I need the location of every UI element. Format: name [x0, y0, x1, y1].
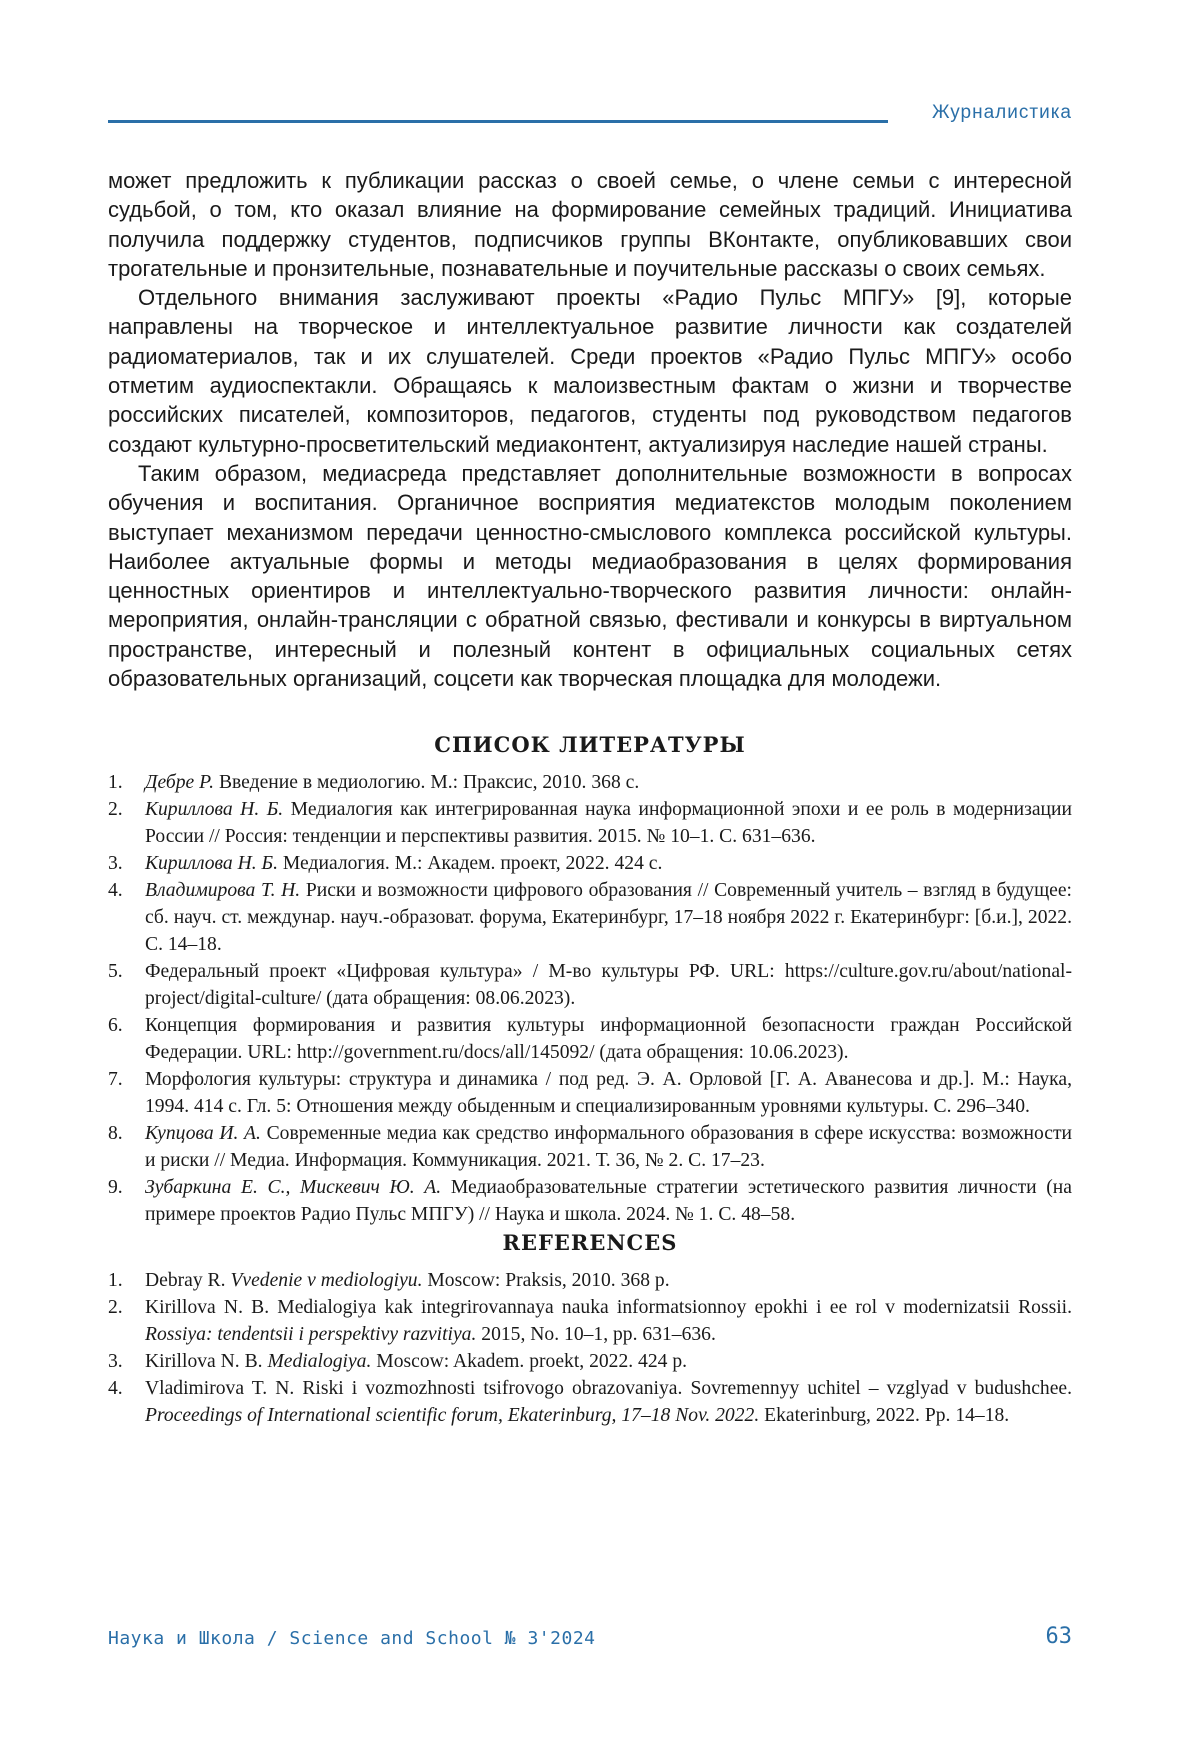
- item-number: 8.: [108, 1123, 123, 1144]
- literature-list: [108, 769, 1072, 1228]
- literature-heading: СПИСОК ЛИТЕРАТУРЫ: [434, 732, 746, 757]
- item-text: Медиаобразовательные стратегии эстетического развития личности (на примере проектов Радио Пульс МПГУ) // Наука и школа. 2024. № 1. С. 48–58.: [145, 1177, 1072, 1225]
- references-heading: REFERENCES: [502, 1230, 678, 1255]
- literature-item: [108, 958, 1072, 1012]
- item-text: Ekaterinburg, 2022. Pp. 14–18.: [759, 1405, 1010, 1426]
- item-number: 6.: [108, 1015, 123, 1036]
- literature-item: [108, 1120, 1072, 1174]
- item-italic: Vvedenie v mediologiyu.: [230, 1270, 423, 1291]
- item-number: 5.: [108, 961, 123, 982]
- page-number: 63: [1045, 1624, 1072, 1649]
- item-text: Медиалогия как интегрированная наука информационной эпохи и ее роль в модернизации России // Россия: тенденции и перспективы развития. 2015. № 10–1. С. 631–636.: [145, 799, 1072, 847]
- item-text: Риски и возможности цифрового образования // Современный учитель – взгляд в будущее: сб. науч. ст. междунар. науч.-образоват. форума, Екатеринбург, 17–18 ноября 2022 г. Екатеринбург: [б.и.], 2022. С. 14–18.: [145, 880, 1072, 955]
- literature-item: [108, 850, 1072, 877]
- item-text: Moscow: Praksis, 2010. 368 p.: [422, 1270, 670, 1291]
- reference-item: [108, 1348, 1072, 1375]
- item-text: Kirillova N. B. Medialogiya kak integrirovannaya nauka informatsionnoy epokhi i ee rol v modernizatsii Rossii.: [145, 1297, 1072, 1318]
- item-italic: Rossiya: tendentsii i perspektivy razvitiya.: [145, 1324, 477, 1345]
- paragraph: может предложить к публикации рассказ о своей семье, о члене семьи с интересной судьбой, о том, кто оказал влияние на формирование семейных традиций. Инициатива получила поддержку студентов, подписчиков группы ВКонтакте, опубликовавших свои трогательные и пронзительные, познавательные и поучительные рассказы о своих семьях.: [108, 168, 1072, 281]
- reference-item: [108, 1375, 1072, 1429]
- item-number: 1.: [108, 1270, 123, 1291]
- header-rule: [108, 120, 888, 123]
- item-number: 3.: [108, 853, 123, 874]
- item-text: Moscow: Akadem. proekt, 2022. 424 p.: [371, 1351, 688, 1372]
- literature-section: [108, 732, 1072, 1228]
- item-number: 9.: [108, 1177, 123, 1198]
- item-author: Дебре Р.: [145, 772, 215, 793]
- literature-item: [108, 1012, 1072, 1066]
- item-number: 2.: [108, 1297, 123, 1318]
- item-author: Кириллова Н. Б.: [145, 853, 278, 874]
- paragraph: Отдельного внимания заслуживают проекты «Радио Пульс МПГУ» [9], которые направлены на творческое и интеллектуальное развитие личности как создателей радиоматериалов, так и их слушателей. Среди проектов «Радио Пульс МПГУ» особо отметим аудиоспектакли. Обращаясь к малоизвестным фактам о жизни и творчестве российских писателей, композиторов, педагогов, студенты под руководством педагогов создают культурно-просветительский медиаконтент, актуализируя наследие нашей страны.: [108, 285, 1072, 457]
- item-text: Kirillova N. B.: [145, 1351, 268, 1372]
- paragraph: Таким образом, медиасреда представляет дополнительные возможности в вопросах обучения и воспитания. Органичное восприятия медиатекстов молодым поколением выступает механизмом передачи ценностно-смыслового комплекса российской культуры. Наиболее актуальные формы и методы медиаобразования в целях формирования ценностных ориентиров и интеллектуально-творческого развития личности: онлайн-мероприятия, онлайн-трансляции с обратной связью, фестивали и конкурсы в виртуальном пространстве, интересный и полезный контент в официальных социальных сетях образовательных организаций, соцсети как творческая площадка для молодежи.: [108, 460, 1072, 692]
- reference-item: [108, 1267, 1072, 1294]
- item-text: Федеральный проект «Цифровая культура» / М-во культуры РФ. URL: https://culture.gov.ru/about/national-project/digital-culture/ (дата обращения: 08.06.2023).: [145, 961, 1072, 1009]
- literature-item: [108, 1174, 1072, 1228]
- item-number: 4.: [108, 880, 123, 901]
- item-text: 2015, No. 10–1, pp. 631–636.: [476, 1324, 716, 1345]
- item-number: 1.: [108, 772, 123, 793]
- item-author: Зубаркина Е. С., Мискевич Ю. А.: [145, 1177, 442, 1198]
- item-author: Кириллова Н. Б.: [145, 799, 284, 820]
- literature-item: [108, 877, 1072, 958]
- item-text: Медиалогия. М.: Академ. проект, 2022. 424 с.: [278, 853, 663, 874]
- item-text: Vladimirova T. N. Riski i vozmozhnosti tsifrovogo obrazovaniya. Sovremennyy uchitel – vzglyad v budushchee.: [145, 1378, 1072, 1399]
- literature-item: [108, 769, 1072, 796]
- journal-name: Наука и Школа / Science and School № 3'2024: [108, 1628, 596, 1649]
- item-text: Морфология культуры: структура и динамика / под ред. Э. А. Орловой [Г. А. Аванесова и др.]. М.: Наука, 1994. 414 с. Гл. 5: Отношения между обыденным и специализированным уровнями культуры. С. 296–340.: [145, 1069, 1072, 1117]
- item-text: Debray R.: [145, 1270, 231, 1291]
- item-number: 2.: [108, 799, 123, 820]
- item-number: 4.: [108, 1378, 123, 1399]
- item-author: Купцова И. А.: [145, 1123, 261, 1144]
- page-header: [108, 102, 1072, 126]
- item-text: Введение в медиологию. М.: Праксис, 2010. 368 с.: [214, 772, 640, 793]
- item-italic: Medialogiya.: [267, 1351, 372, 1372]
- reference-item: [108, 1294, 1072, 1348]
- references-section: [108, 1230, 1072, 1429]
- item-number: 7.: [108, 1069, 123, 1090]
- item-author: Владимирова Т. Н.: [145, 880, 301, 901]
- item-text: Концепция формирования и развития культуры информационной безопасности граждан Российской Федерации. URL: http://government.ru/docs/all/145092/ (дата обращения: 10.06.2023).: [145, 1015, 1072, 1063]
- item-text: Современные медиа как средство информального образования в сфере искусства: возможности и риски // Медиа. Информация. Коммуникация. 2021. Т. 36, № 2. С. 17–23.: [145, 1123, 1072, 1171]
- references-list: [108, 1267, 1072, 1429]
- article-body: [108, 166, 1072, 693]
- section-title: Журналистика: [931, 102, 1072, 123]
- item-number: 3.: [108, 1351, 123, 1372]
- literature-item: [108, 796, 1072, 850]
- item-italic: Proceedings of International scientific forum, Ekaterinburg, 17–18 Nov. 2022.: [145, 1405, 760, 1426]
- literature-item: [108, 1066, 1072, 1120]
